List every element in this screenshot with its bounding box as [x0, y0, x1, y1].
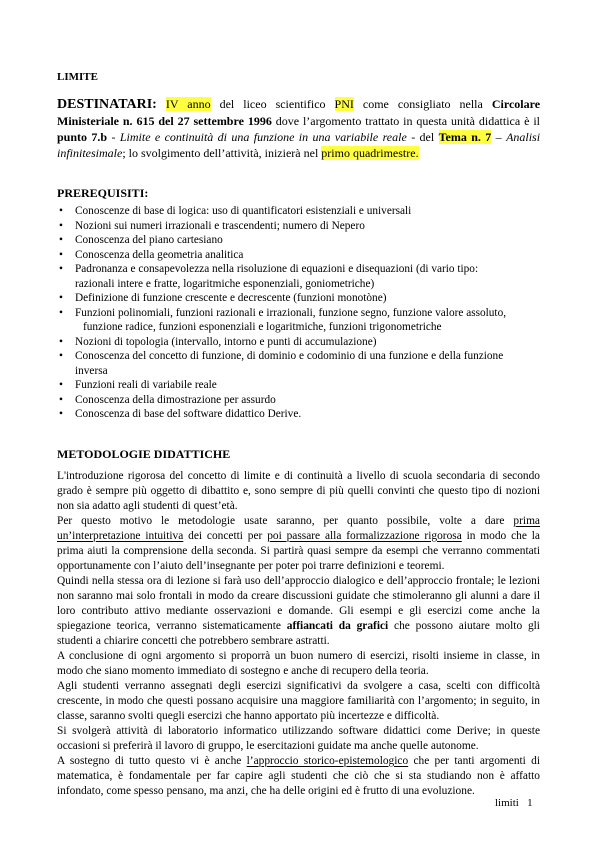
list-item-text: Conoscenza di base del software didattico Derive. [75, 408, 302, 420]
bold-phrase: affiancati da grafici [286, 619, 389, 632]
bullet-icon: • [59, 292, 63, 304]
list-item-text: Conoscenza del concetto di funzione, di dominio e codominio di una funzione e della funzione [75, 350, 504, 362]
list-item-text: Funzioni reali di variabile reale [75, 379, 217, 391]
text-span: A sostegno di tutto questo vi è anche [57, 754, 242, 767]
paragraph [57, 574, 540, 649]
list-item-text: Conoscenza della dimostrazione per assurdo [75, 393, 276, 406]
circolare-reference: Circolare Ministeriale n. 615 del 27 settembre 1996 [57, 97, 541, 128]
list-item-text: Conoscenza del piano cartesiano [75, 234, 223, 246]
list-item-text-continued: funzione radice, funzioni esponenziali e logaritmiche, funzioni trigonometriche [83, 321, 442, 333]
highlight-pni: PNI [334, 97, 354, 111]
tema-description: Analisi infinitesimale [57, 130, 541, 160]
list-item [57, 407, 540, 422]
text-span: che possono aiutare molto gli studenti a chiarire concetti che potrebbero sembrare astratti. [57, 619, 540, 647]
highlight-year: IV anno [165, 97, 211, 111]
text-span: dove l’argomento trattato in questa unità didattica è il [275, 114, 540, 128]
prerequisiti-list [57, 204, 540, 422]
bullet-icon: • [59, 234, 63, 246]
list-item [57, 306, 540, 335]
text-span: Per questo motivo le metodologie usate saranno, per quanto possibile, volte a dare [57, 514, 505, 527]
page-footer [495, 797, 533, 809]
list-item-text: Padronanza e consapevolezza nella risoluzione di equazioni e disequazioni (di vario tipo: [75, 263, 479, 275]
page-number: 1 [527, 797, 533, 809]
list-item-text: Definizione di funzione crescente e decrescente (funzioni monotòne) [75, 292, 387, 304]
list-item [57, 219, 540, 234]
list-item-text-continued: inversa [75, 364, 108, 377]
bullet-icon: • [59, 408, 63, 420]
metodologie-heading: METODOLOGIE DIDATTICHE [57, 446, 231, 461]
bullet-icon: • [59, 393, 63, 406]
page-content [57, 71, 540, 799]
text-span: - [111, 130, 116, 144]
list-item [57, 262, 540, 291]
text-span: che per tanti argomenti di matematica, è fondamentale per far capire agli studenti che ciò che si sta studiando non è affatto infondato, come spesso pensano, ma anzi, che ha delle origini ed è frutto di una evoluzione. [57, 754, 540, 797]
underlined-phrase: prima un’interpretazione intuitiva [57, 514, 540, 542]
bullet-icon: • [59, 379, 63, 391]
paragraph: A conclusione di ogni argomento si proporrà un buon numero di esercizi, risolti insieme in classe, in modo che siano momento immediato di sostegno e anche di recupero della teoria. [57, 649, 540, 677]
list-item [57, 204, 540, 219]
paragraph: Si svolgerà attività di laboratorio informatico utilizzando software didattici come Derive; in queste occasioni si preferirà il lavoro di gruppo, le esercitazioni guidate ma anche quelle autonome. [57, 724, 540, 752]
paragraph: L'introduzione rigorosa del concetto di limite e di continuità a livello di scuola secondaria di secondo grado è sempre più oggetto di dibattito e, sono sempre di più quelli convinti che questo tipo di nozioni non sia adatto agli studenti di quest’età. [57, 469, 540, 512]
paragraph: Agli studenti verranno assegnati degli esercizi significativi da svolgere a casa, scelti con difficoltà crescente, in modo che questi possano acquisire una maggiore familiarità con l’argomento; in seguito, in classe, saranno svolti quegli esercizi che hanno apportato più incertezze e difficoltà. [57, 679, 540, 722]
bullet-icon: • [59, 248, 63, 261]
list-item [57, 248, 540, 263]
underlined-phrase: l’approccio storico-epistemologico [246, 754, 409, 767]
underlined-phrase: poi passare alla formalizzazione rigorosa [267, 529, 462, 542]
list-item-text: Conoscenze di base di logica: uso di quantificatori esistenziali e universali [75, 205, 412, 217]
bullet-icon: • [59, 205, 63, 217]
text-span: in modo che la prima aiuti la comprensione della seconda. Si partirà quasi sempre da esempi che verranno commentati opportunamente con l’aiuto dell’insegnante per poter poi trarre definizioni e teoremi. [57, 529, 540, 572]
highlight-tema: Tema n. 7 [438, 130, 492, 144]
paragraph [57, 754, 540, 799]
bullet-icon: • [59, 219, 63, 232]
bullet-icon: • [59, 306, 63, 319]
destinatari-label: DESTINATARI: [57, 97, 157, 112]
text-span: ; lo svolgimento dell’attività, inizierà nel [122, 146, 319, 160]
list-item [57, 233, 540, 248]
list-item [57, 393, 540, 408]
punto-reference: punto 7.b [57, 130, 108, 144]
bullet-icon: • [59, 335, 63, 348]
text-span: dei concetti per [188, 529, 263, 542]
list-item [57, 378, 540, 393]
list-item [57, 291, 540, 306]
list-item-text: Nozioni di topologia (intervallo, intorno e punti di accumulazione) [75, 335, 377, 348]
bullet-icon: • [59, 350, 63, 362]
footer-label: limiti [495, 797, 519, 809]
list-item-text: Conoscenza della geometria analitica [75, 248, 244, 261]
destinatari-paragraph [57, 96, 540, 161]
text-span: Quindi nella stessa ora di lezione si farà uso dell’approccio dialogico e dell’approccio frontale; le lezioni non saranno mai solo frontali in modo da creare discussioni guidate che stimoleranno gli alunni a dare il loro contributo attivo mediante osservazioni e domande. Gli esempi e gli esercizi come anche la spiegazione teorica, verranno sistematicamente [57, 574, 540, 632]
text-span: come consigliato nella [362, 97, 483, 111]
list-item-text-continued: razionali intere e fratte, logaritmiche esponenziali, goniometriche) [75, 277, 375, 290]
text-span: del liceo scientifico [219, 97, 326, 111]
list-item [57, 335, 540, 350]
text-span: - del [411, 130, 435, 144]
text-span: – [495, 130, 502, 144]
punto-description: Limite e continuità di una funzione in una variabile reale [119, 130, 407, 144]
list-item-text: Funzioni polinomiali, funzioni razionali e irrazionali, funzione segno, funzione valore assoluto, [75, 306, 507, 319]
paragraph [57, 514, 540, 574]
metodologie-body [57, 469, 540, 799]
bullet-icon: • [59, 263, 63, 275]
list-item-text: Nozioni sui numeri irrazionali e trascendenti; numero di Nepero [75, 219, 365, 232]
document-title: LIMITE [57, 71, 98, 83]
highlight-quadrimestre: primo quadrimestre. [321, 146, 419, 160]
list-item [57, 349, 540, 378]
prerequisiti-heading: PREREQUISITI: [57, 186, 149, 200]
